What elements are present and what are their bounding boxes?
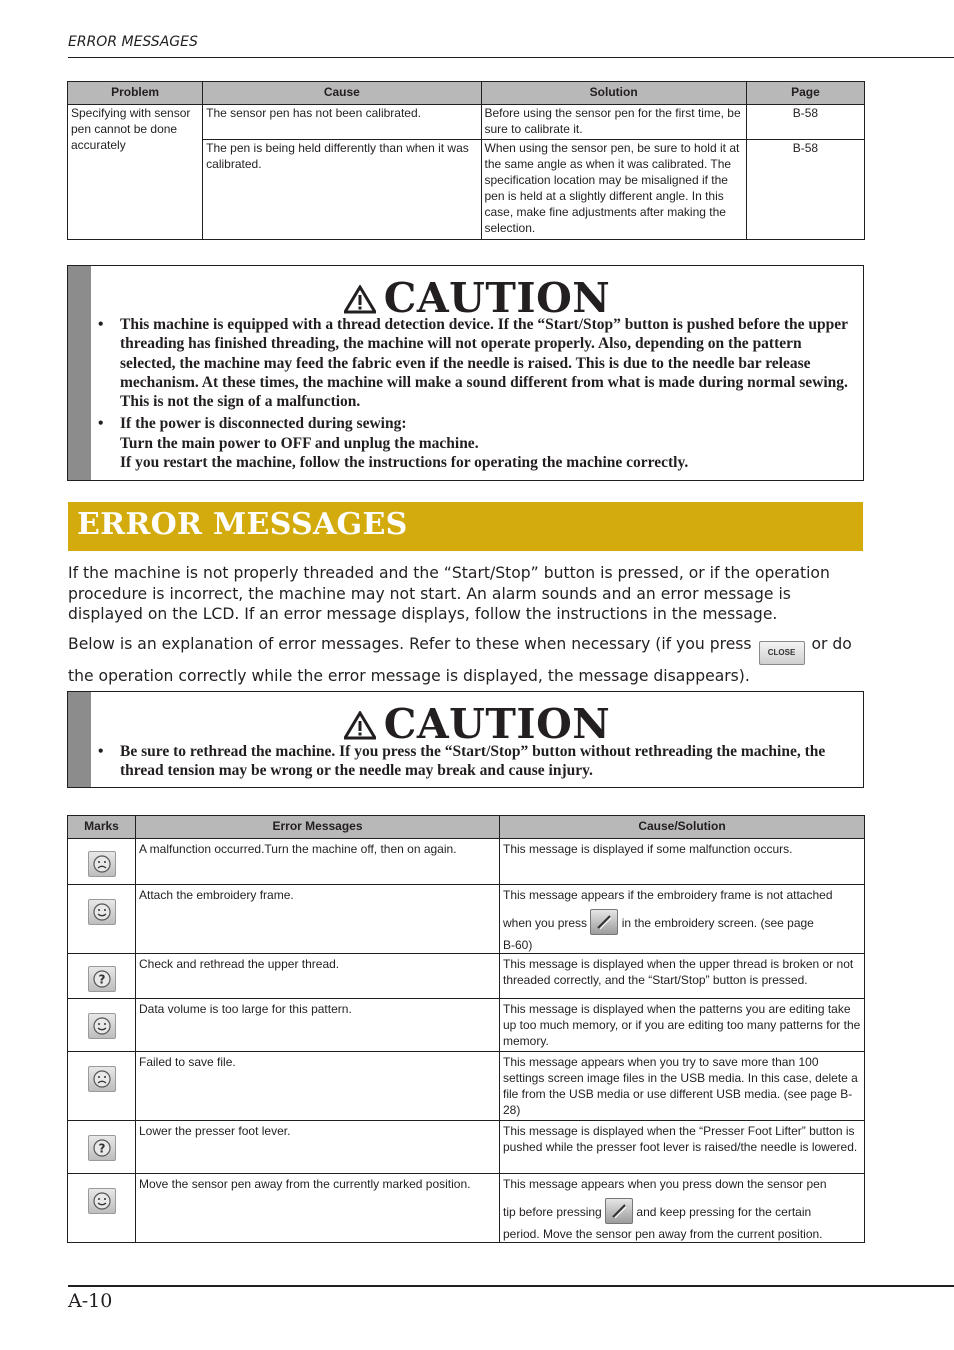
svg-text:?: ? (98, 1141, 105, 1156)
mark-cell (68, 839, 136, 885)
solution-cell: Before using the sensor pen for the first time, be sure to calibrate it. (481, 105, 746, 140)
smile-face-icon (88, 1188, 116, 1214)
question-icon (88, 1135, 116, 1161)
mark-cell (68, 1052, 136, 1121)
solution-cell (500, 1174, 865, 1243)
caution-list (98, 742, 857, 784)
cause-cell: The sensor pen has not been calibrated. (203, 105, 481, 140)
intro-paragraph: If the machine is not properly threaded and the “Start/Stop” button is pressed, or if the operation procedure is incorrect, the machine may not start. An alarm sounds and an error message is displayed on the LCD. If an error message displays, follow the instructions in the message. (68, 564, 830, 623)
caution-item (98, 742, 857, 781)
column-header: Marks (68, 816, 136, 839)
table-row (68, 1174, 865, 1243)
caution-title-text: CAUTION (383, 700, 611, 748)
sad-face-icon (88, 851, 116, 877)
page-number: A-10 (68, 1290, 113, 1312)
table-row (68, 885, 865, 954)
table-row (68, 1052, 865, 1121)
section-banner (68, 502, 863, 551)
caution-side-bar (68, 266, 91, 480)
page-cell: B-58 (746, 105, 864, 140)
error-message-cell: Check and rethread the upper thread. (136, 954, 500, 999)
bullet: • (98, 743, 104, 760)
solution-cell (500, 885, 865, 954)
solution-cell: This message is displayed when the upper thread is broken or not threaded correctly, and the “Start/Stop” button is pressed. (500, 954, 865, 999)
smile-face-icon (88, 1013, 116, 1039)
section-title: ERROR MESSAGES (77, 507, 408, 542)
caution-box (67, 265, 864, 481)
question-icon (88, 966, 116, 992)
smile-face-icon (88, 899, 116, 925)
error-message-cell: Data volume is too large for this pattern. (136, 999, 500, 1052)
solution-text: tip before pressing (503, 1205, 602, 1219)
error-message-cell: Failed to save file. (136, 1052, 500, 1121)
intro-paragraph-2 (68, 633, 868, 687)
bullet: • (98, 415, 104, 433)
table-row (68, 105, 865, 140)
sad-face-icon (88, 1066, 116, 1092)
troubleshooting-table (67, 81, 865, 240)
caution-title-text: CAUTION (383, 274, 611, 322)
table-row (68, 954, 865, 999)
caution-item-line: If you restart the machine, follow the instructions for operating the machine correctly. (120, 454, 689, 472)
table-row (68, 999, 865, 1052)
caution-item-text: Be sure to rethread the machine. If you press the “Start/Stop” button without rethreading the machine, the thread tension may be wrong or the needle may break and cause injury. (120, 743, 826, 780)
column-header: Error Messages (136, 816, 500, 839)
caution-item (98, 315, 857, 411)
solution-line: This message appears if the embroidery frame is not attached (503, 888, 833, 902)
mark-cell (68, 1121, 136, 1174)
table-row (68, 839, 865, 885)
solution-text: in the embroidery screen. (see page (621, 916, 814, 930)
caution-item-line: If the power is disconnected during sewing: (120, 415, 407, 433)
warning-triangle-icon (344, 285, 376, 314)
caution-item (98, 414, 857, 472)
close-button-image: CLOSE (759, 641, 805, 665)
column-header: Page (746, 82, 864, 105)
error-message-cell: Lower the presser foot lever. (136, 1121, 500, 1174)
error-message-cell: Attach the embroidery frame. (136, 885, 500, 954)
solution-text: and keep pressing for the certain (636, 1205, 812, 1219)
mark-cell (68, 885, 136, 954)
solution-line (503, 1198, 861, 1224)
sensor-pen-icon (605, 1198, 633, 1224)
caution-list (98, 315, 857, 475)
caution-side-bar (68, 692, 91, 787)
table-header-row (68, 82, 865, 105)
solution-line: period. Move the sensor pen away from the current position. (503, 1227, 823, 1241)
problem-cell: Specifying with sensor pen cannot be done accurately (68, 105, 203, 240)
error-messages-table (67, 815, 865, 1243)
caution-title (91, 276, 863, 320)
caution-box (67, 691, 864, 788)
column-header: Cause/Solution (500, 816, 865, 839)
error-message-cell: A malfunction occurred.Turn the machine off, then on again. (136, 839, 500, 885)
solution-line: B-60) (503, 938, 533, 952)
footer-rule (68, 1285, 954, 1287)
warning-triangle-icon (344, 711, 376, 740)
caution-item-line: Turn the main power to OFF and unplug the machine. (120, 434, 479, 452)
table-row (68, 1121, 865, 1174)
header-rule (68, 57, 954, 58)
intro-text: or do the operation correctly while the error message is displayed, the message disappears). (68, 635, 852, 685)
column-header: Solution (481, 82, 746, 105)
intro-text: Below is an explanation of error messages. Refer to these when necessary (if you press (68, 635, 752, 653)
error-message-cell: Move the sensor pen away from the currently marked position. (136, 1174, 500, 1243)
embroidery-frame-icon (590, 909, 618, 935)
table-header-row (68, 816, 865, 839)
cause-cell: The pen is being held differently than when it was calibrated. (203, 140, 481, 240)
mark-cell (68, 1174, 136, 1243)
solution-line (503, 909, 861, 935)
caution-item-text: This machine is equipped with a thread detection device. If the “Start/Stop” button is pushed before the upper threading has finished threading, the machine will not operate properly. Also, depending on the pattern selected, the machine may feed the fabric even if the needle is raised. This is due to the needle bar release mechanism. At these times, the machine will make a sound different from what is made during normal sewing. This is not the sign of a malfunction. (120, 316, 848, 411)
solution-text: when you press (503, 916, 588, 930)
mark-cell (68, 999, 136, 1052)
solution-cell: This message is displayed when the “Presser Foot Lifter” button is pushed while the presser foot lever is raised/the needle is lowered. (500, 1121, 865, 1174)
mark-cell (68, 954, 136, 999)
column-header: Cause (203, 82, 481, 105)
svg-text:?: ? (98, 972, 105, 987)
solution-cell: This message is displayed when the patterns you are editing take up too much memory, or if you are editing too many patterns for the memory. (500, 999, 865, 1052)
column-header: Problem (68, 82, 203, 105)
solution-cell: This message is displayed if some malfunction occurs. (500, 839, 865, 885)
page-cell: B-58 (746, 140, 864, 240)
bullet: • (98, 316, 104, 333)
solution-line: This message appears when you press down the sensor pen (503, 1177, 827, 1191)
solution-cell: When using the sensor pen, be sure to hold it at the same angle as when it was calibrated. The specification location may be misaligned if the pen is held at a slightly different angle. In this case, make fine adjustments after making the selection. (481, 140, 746, 240)
solution-cell: This message appears when you try to save more than 100 settings screen image files in the USB media. In this case, delete a file from the USB media or use different USB media. (see page B-28) (500, 1052, 865, 1121)
running-header: ERROR MESSAGES (68, 34, 198, 50)
caution-title (91, 702, 863, 746)
